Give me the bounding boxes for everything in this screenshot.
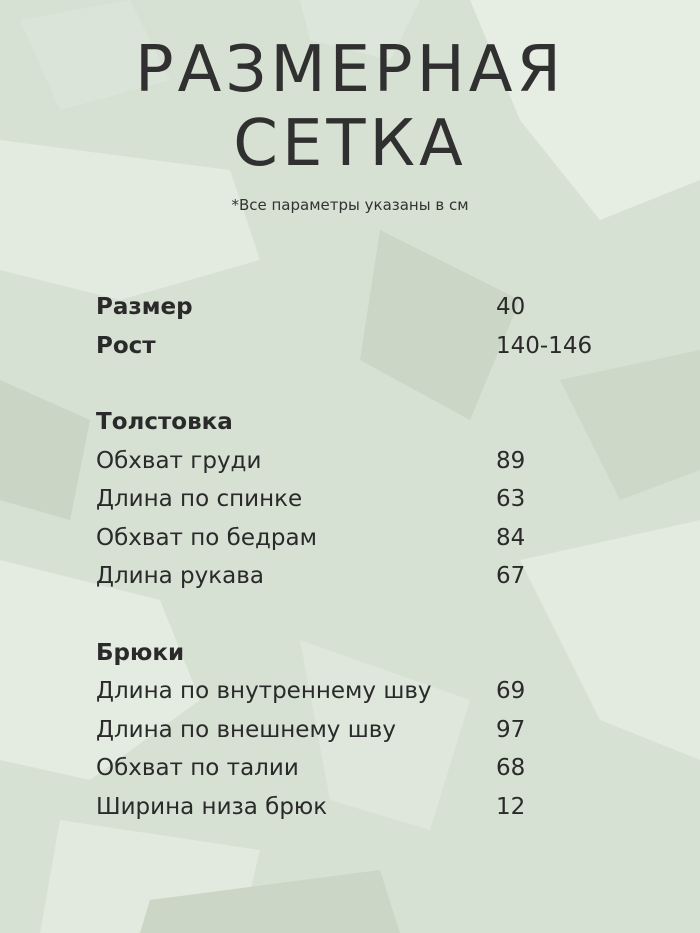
row-label: Обхват по талии [96,755,299,781]
row-value: 12 [496,794,526,820]
row-value: 84 [496,525,526,551]
hoodie-title: Толстовка [96,409,233,435]
row-label: Ширина низа брюк [96,794,328,820]
hoodie-row [96,445,656,477]
hoodie-row [96,560,656,592]
hoodie-row [96,483,656,515]
height-row [96,330,656,362]
row-value: 69 [496,678,526,704]
size-row [96,291,656,323]
pants-section-title [96,637,656,669]
row-label: Длина по спинке [96,486,303,512]
height-label: Рост [96,333,156,359]
height-value: 140-146 [496,333,593,359]
row-value: 89 [496,448,526,474]
row-label: Обхват по бедрам [96,525,317,551]
size-label: Размер [96,294,193,320]
pants-row [96,675,656,707]
row-label: Длина по внутреннему шву [96,678,432,704]
pants-row [96,752,656,784]
row-value: 67 [496,563,526,589]
size-value: 40 [496,294,526,320]
row-label: Длина рукава [96,563,264,589]
pants-row [96,791,656,823]
page-title-line2: СЕТКА [233,107,467,181]
hoodie-row [96,522,656,554]
hoodie-section-title [96,406,656,438]
units-note: *Все параметры указаны в см [231,196,469,214]
pants-row [96,714,656,746]
row-value: 63 [496,486,526,512]
row-label: Длина по внешнему шву [96,717,396,743]
row-value: 68 [496,755,526,781]
pants-title: Брюки [96,640,185,666]
row-label: Обхват груди [96,448,262,474]
page-title-line1: РАЗМЕРНАЯ [134,33,566,107]
row-value: 97 [496,717,526,743]
